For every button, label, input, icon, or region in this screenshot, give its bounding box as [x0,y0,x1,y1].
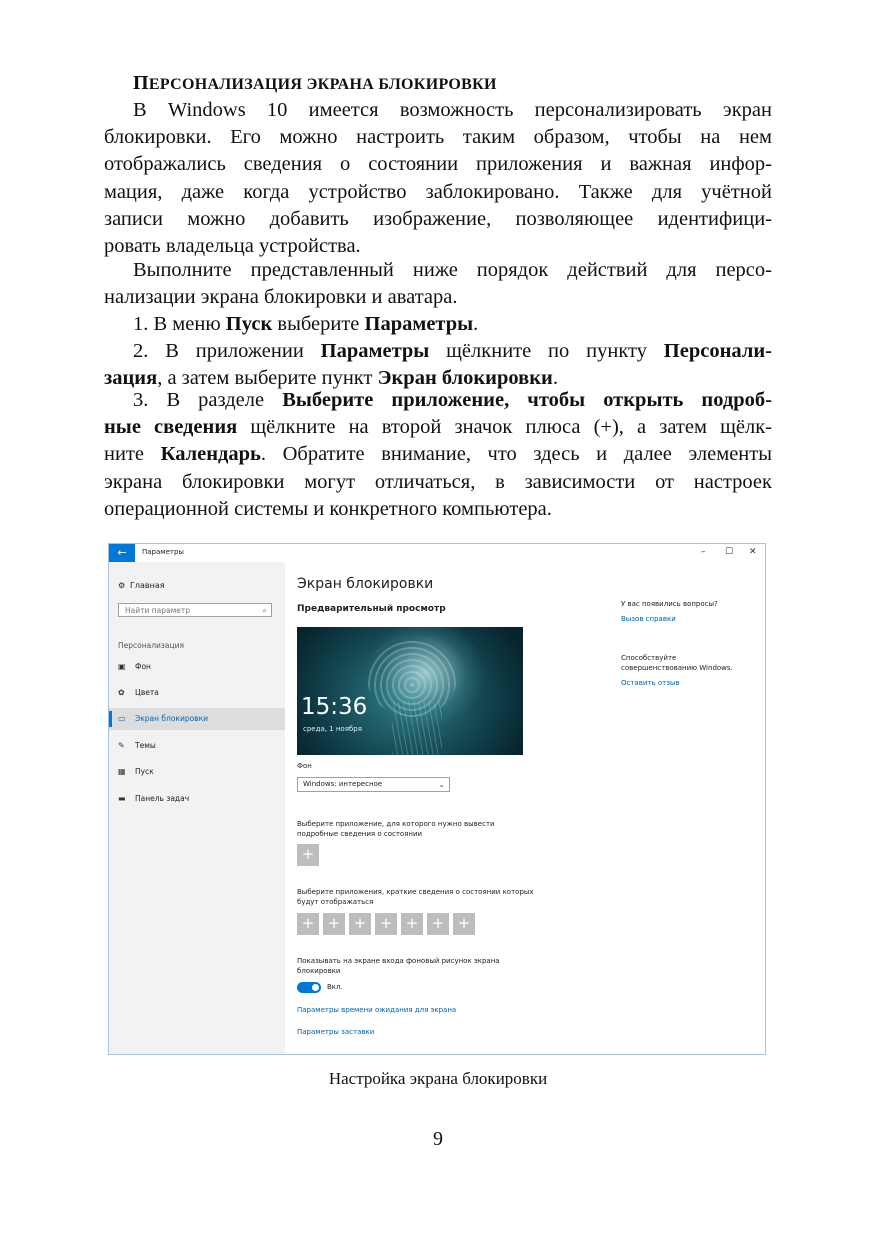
quick-apps-label-1: Выберите приложения, краткие сведения о состоянии которых [297,888,534,896]
screensaver-link[interactable]: Параметры заставки [297,1028,375,1036]
feedback-link[interactable]: Оставить отзыв [621,679,680,687]
quick-app-plus-button-1[interactable]: + [297,913,319,935]
show-bg-toggle[interactable] [297,982,321,993]
page-number: 9 [433,1128,443,1150]
sidebar-item-lock-screen[interactable]: ▭ Экран блокировки [109,708,285,730]
toggle-state-label: Вкл. [327,983,343,991]
step-2: 2. В приложении Параметры щёлкните по пункту Персонали- зация, а затем выберите пункт Экран блокировки. [104,340,772,390]
quick-app-plus-button-4[interactable]: + [375,913,397,935]
image-icon: ▣ [118,662,126,671]
preview-label: Предварительный просмотр [297,604,446,614]
gear-icon: ⚙ [118,581,126,590]
sidebar-item-start[interactable]: ▦ Пуск [109,761,285,783]
screen-timeout-link[interactable]: Параметры времени ожидания для экрана [297,1006,457,1014]
improve-text-1: Способствуйте [621,654,677,662]
step-3: 3. В разделе Выберите приложение, чтобы открыть подроб- ные сведения щёлкните на второй значок плюса (+), а затем щёлк- ните Календарь. Обратите внимание, что здесь и далее элементы экрана блокировки могут отличаться, в зависимости от настроек операционной системы и конкретного компьютера. [104,389,773,520]
detail-app-plus-button[interactable]: + [297,844,319,866]
detail-app-label-2: подробные сведения о состоянии [297,830,423,838]
home-link[interactable]: ⚙ Главная [118,581,165,590]
chevron-down-icon: ⌄ [438,780,445,789]
show-bg-label-2: блокировки [297,967,341,975]
quick-apps-label-2: будут отображаться [297,898,374,906]
show-bg-label-1: Показывать на экране входа фоновый рисунок экрана [297,957,500,965]
search-icon: ⌕ [262,606,267,615]
improve-text-2: совершенствованию Windows. [621,664,733,672]
page-title: Экран блокировки [297,576,434,592]
title-bar [109,544,765,562]
sidebar-item-taskbar[interactable]: ▬ Панель задач [109,788,285,810]
quick-app-plus-button-6[interactable]: + [427,913,449,935]
figure-caption: Настройка экрана блокировки [328,1069,548,1088]
lock-screen-icon: ▭ [118,714,126,723]
sidebar-item-colors[interactable]: ✿ Цвета [109,682,285,704]
palette-icon: ✿ [118,688,125,697]
minimize-icon[interactable]: – [701,547,706,557]
quick-app-plus-button-2[interactable]: + [323,913,345,935]
section-heading: ПЕРСОНАЛИЗАЦИЯ ЭКРАНА БЛОКИРОВКИ [133,72,497,94]
search-input[interactable]: Найти параметр ⌕ [118,603,272,617]
quick-app-plus-button-3[interactable]: + [349,913,371,935]
lock-screen-preview [297,627,523,755]
close-icon[interactable]: ✕ [749,547,757,557]
sidebar-item-themes[interactable]: ✎ Темы [109,735,285,757]
window-title: Параметры [142,548,184,556]
preview-clock: 15:36 [301,694,368,720]
sidebar [109,562,285,1054]
help-question: У вас появились вопросы? [621,600,718,608]
settings-screenshot [108,543,766,1055]
help-link[interactable]: Вызов справки [621,615,676,623]
detail-app-label-1: Выберите приложение, для которого нужно вывести [297,820,495,828]
sidebar-item-background[interactable]: ▣ Фон [109,656,285,678]
jellyfish-tendrils [392,702,442,755]
quick-app-plus-button-7[interactable]: + [453,913,475,935]
step-1: 1. В меню Пуск выберите Параметры. [133,313,479,335]
paragraph-2: Выполните представленный ниже порядок действий для персо- нализации экрана блокировки и аватара. [104,259,772,309]
maximize-icon[interactable]: ☐ [725,547,734,557]
start-icon: ▦ [118,767,126,776]
brush-icon: ✎ [118,741,125,750]
preview-date: среда, 1 ноября [303,725,362,733]
taskbar-icon: ▬ [118,794,126,803]
quick-app-plus-button-5[interactable]: + [401,913,423,935]
sidebar-section-label: Персонализация [118,641,184,650]
background-select[interactable]: Windows: интересное ⌄ [297,777,450,792]
back-arrow-icon[interactable]: ← [109,544,135,562]
paragraph-1: В Windows 10 имеется возможность персонализировать экран блокировки. Его можно настроить таким образом, чтобы на нем отображались сведения о состоянии приложения и важная инфор- мация, даже когда устройство заблокировано. Также для учётной записи можно добавить изображение, позволяющее идентифици- ровать владельца устройства. [104,99,772,258]
background-label: Фон [297,762,312,770]
